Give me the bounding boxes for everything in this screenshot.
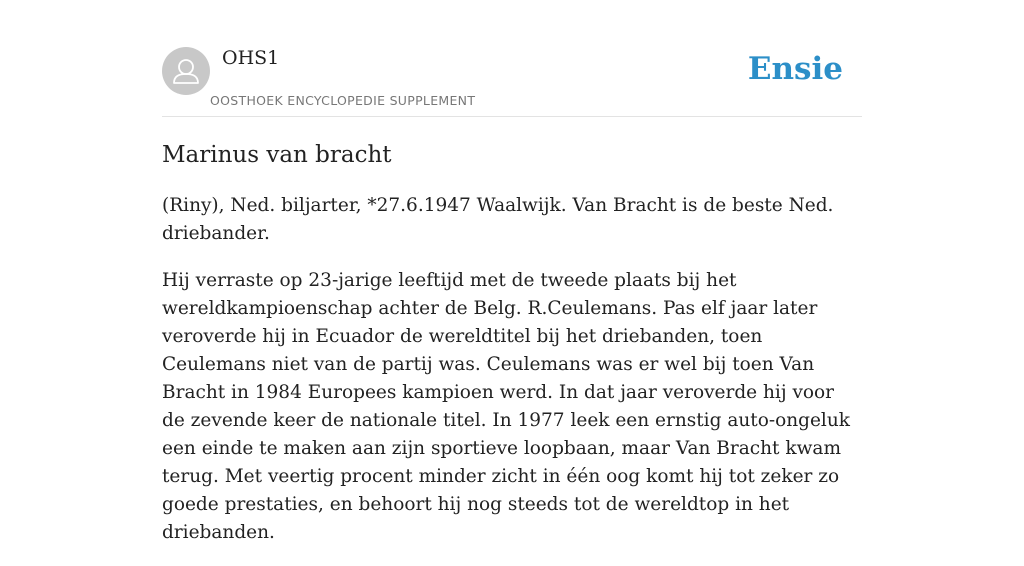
article-paragraph: Hij verraste op 23-jarige leeftijd met de tweede plaats bij het wereldkampioenschap achter de Belg. R.Ceulemans. Pas elf jaar later veroverde hij in Ecuador de wereldtitel bij het driebanden, toen Ceulemans niet van de partij was. Ceulemans was er wel bij toen Van Bracht in 1984 Europees kampioen werd. In dat jaar veroverde hij voor de zevende keer de nationale titel. In 1977 leek een ernstig auto-ongeluk een einde te maken aan zijn sportieve loopbaan, maar Van Bracht kwam terug. Met veertig procent minder zicht in één oog komt hij tot zeker zo goede prestaties, en behoort hij nog steeds tot de wereldtop in het driebanden. <box>162 270 850 543</box>
author-avatar[interactable] <box>162 47 210 95</box>
article-title: Marinus van bracht <box>162 142 392 168</box>
article-header <box>162 40 862 117</box>
article-paragraph: (Riny), Ned. biljarter, *27.6.1947 Waalwijk. Van Bracht is de beste Ned. driebander. <box>162 195 834 244</box>
author-name[interactable]: OHS1 <box>222 47 280 69</box>
user-icon <box>162 47 210 95</box>
brand-logo[interactable]: Ensie <box>747 51 843 87</box>
article-body <box>162 192 862 566</box>
source-label[interactable]: OOSTHOEK ENCYCLOPEDIE SUPPLEMENT <box>210 93 476 108</box>
